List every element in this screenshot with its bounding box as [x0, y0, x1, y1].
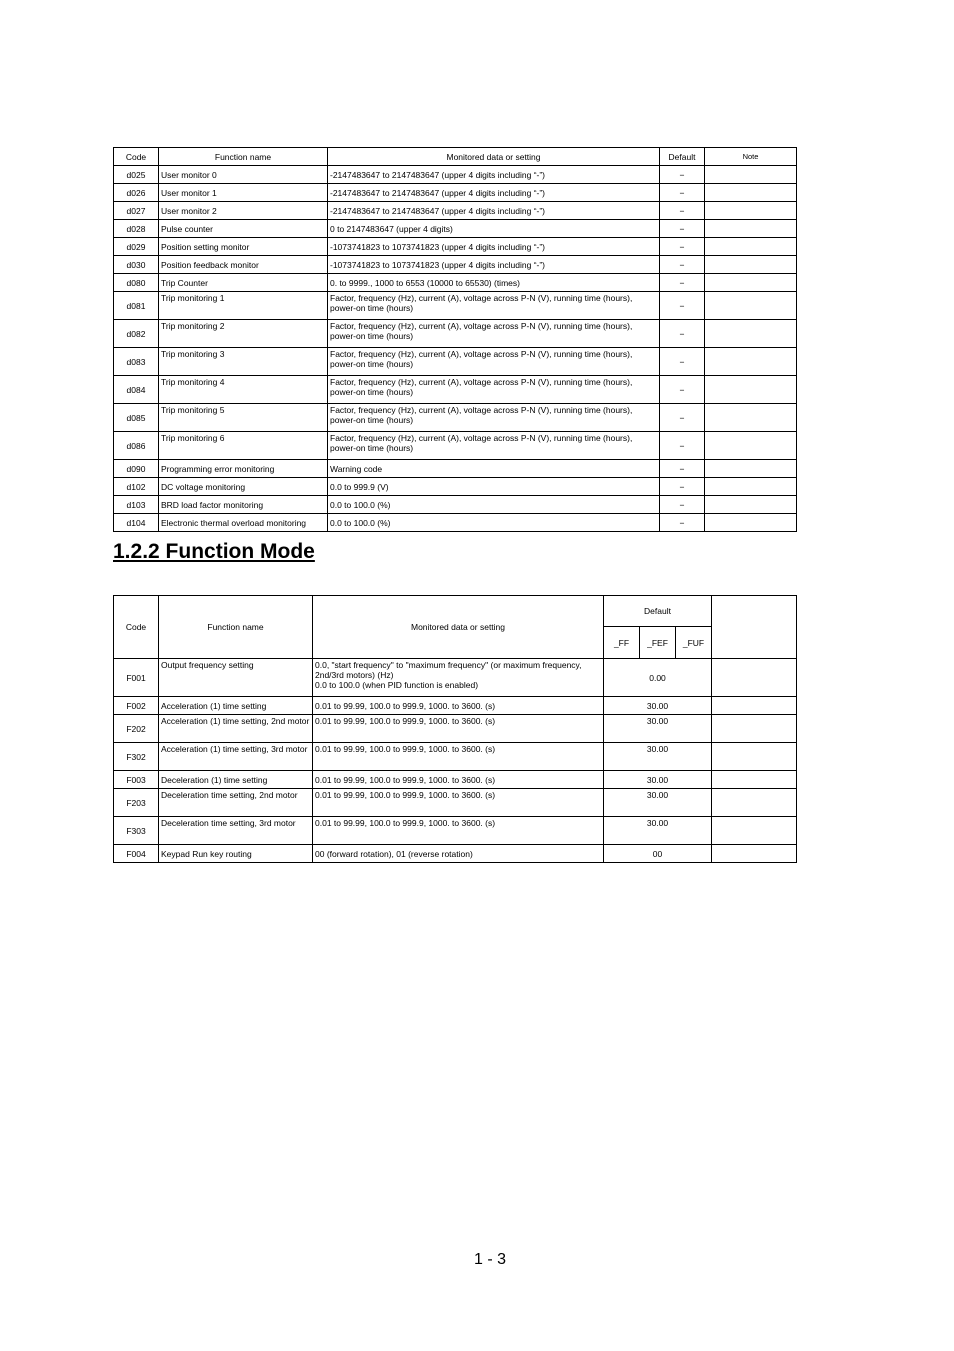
- row-monitored-data: 0.0 to 999.9 (V): [328, 478, 660, 496]
- row-note: [712, 789, 797, 817]
- table-row: [114, 184, 797, 202]
- row-function-name: Trip monitoring 4: [159, 376, 328, 404]
- row-default: −: [660, 202, 705, 220]
- row-note: [705, 238, 797, 256]
- row-function-name: Position setting monitor: [159, 238, 328, 256]
- table-row: [114, 460, 797, 478]
- row-monitored-data: -2147483647 to 2147483647 (upper 4 digits including “-”): [328, 202, 660, 220]
- row-function-name: User monitor 1: [159, 184, 328, 202]
- table-row: [114, 432, 797, 460]
- row-code: F001: [114, 659, 159, 697]
- row-monitored-data: Warning code: [328, 460, 660, 478]
- row-default: 30.00: [604, 771, 712, 789]
- row-monitored-data: 0. to 9999., 1000 to 6553 (10000 to 65530) (times): [328, 274, 660, 292]
- table-row: [114, 256, 797, 274]
- row-code: F203: [114, 789, 159, 817]
- row-code: d102: [114, 478, 159, 496]
- row-default: −: [660, 514, 705, 532]
- row-monitored-data: 0.0 to 100.0 (%): [328, 514, 660, 532]
- row-function-name: Position feedback monitor: [159, 256, 328, 274]
- row-function-name: Trip monitoring 2: [159, 320, 328, 348]
- table-row: [114, 292, 797, 320]
- row-function-name: Trip monitoring 5: [159, 404, 328, 432]
- row-function-name: Electronic thermal overload monitoring: [159, 514, 328, 532]
- row-default: 0.00: [604, 659, 712, 697]
- row-code: F202: [114, 715, 159, 743]
- row-note: [705, 514, 797, 532]
- row-note: [712, 771, 797, 789]
- function-table: [113, 595, 797, 863]
- table-row: [114, 478, 797, 496]
- row-note: [712, 697, 797, 715]
- row-monitored-data: 0 to 2147483647 (upper 4 digits): [328, 220, 660, 238]
- row-code: d081: [114, 292, 159, 320]
- row-note: [705, 376, 797, 404]
- row-note: [705, 460, 797, 478]
- header-note: [712, 596, 797, 659]
- row-function-name: Keypad Run key routing: [159, 845, 313, 863]
- table-row: [114, 166, 797, 184]
- header-code: Code: [114, 148, 159, 166]
- row-note: [712, 659, 797, 697]
- row-code: F303: [114, 817, 159, 845]
- row-function-name: User monitor 2: [159, 202, 328, 220]
- row-function-name: Acceleration (1) time setting, 2nd motor: [159, 715, 313, 743]
- function-table-body: [114, 659, 797, 863]
- header-default-ff: _FF: [604, 627, 640, 659]
- row-note: [705, 404, 797, 432]
- row-note: [705, 202, 797, 220]
- row-function-name: Trip monitoring 1: [159, 292, 328, 320]
- row-note: [705, 184, 797, 202]
- row-code: F302: [114, 743, 159, 771]
- row-note: [705, 292, 797, 320]
- row-default: −: [660, 496, 705, 514]
- table-row: [114, 845, 797, 863]
- header-monitored-data: Monitored data or setting: [313, 596, 604, 659]
- header-default-fef: _FEF: [640, 627, 676, 659]
- row-code: d104: [114, 514, 159, 532]
- row-function-name: Acceleration (1) time setting, 3rd motor: [159, 743, 313, 771]
- row-monitored-data: 0.01 to 99.99, 100.0 to 999.9, 1000. to 3600. (s): [313, 817, 604, 845]
- row-default: −: [660, 348, 705, 376]
- row-function-name: DC voltage monitoring: [159, 478, 328, 496]
- monitor-table-header: [114, 148, 797, 166]
- header-function-name: Function name: [159, 596, 313, 659]
- row-monitored-data: 0.0 to 100.0 (%): [328, 496, 660, 514]
- row-default: −: [660, 376, 705, 404]
- row-note: [712, 845, 797, 863]
- row-code: F002: [114, 697, 159, 715]
- row-default: −: [660, 460, 705, 478]
- row-function-name: Deceleration time setting, 2nd motor: [159, 789, 313, 817]
- row-monitored-data: 0.0, "start frequency" to "maximum frequency" (or maximum frequency, 2nd/3rd motors) (Hz) 0.0 to 100.0 (when PID function is enabled): [313, 659, 604, 697]
- table-row: [114, 348, 797, 376]
- header-default: Default: [660, 148, 705, 166]
- row-function-name: Deceleration (1) time setting: [159, 771, 313, 789]
- row-code: d084: [114, 376, 159, 404]
- row-note: [705, 166, 797, 184]
- table-row: [114, 715, 797, 743]
- row-monitored-data: -1073741823 to 1073741823 (upper 4 digits including “-”): [328, 256, 660, 274]
- table-row: [114, 202, 797, 220]
- header-function-name: Function name: [159, 148, 328, 166]
- row-function-name: User monitor 0: [159, 166, 328, 184]
- row-monitored-data: -2147483647 to 2147483647 (upper 4 digits including “-”): [328, 184, 660, 202]
- row-default: −: [660, 220, 705, 238]
- row-function-name: Pulse counter: [159, 220, 328, 238]
- row-function-name: Output frequency setting: [159, 659, 313, 697]
- table-row: [114, 659, 797, 697]
- monitor-table-body: [114, 166, 797, 532]
- row-code: d083: [114, 348, 159, 376]
- row-note: [705, 220, 797, 238]
- row-function-name: Acceleration (1) time setting: [159, 697, 313, 715]
- row-monitored-data: Factor, frequency (Hz), current (A), voltage across P-N (V), running time (hours), power-on time (hours): [328, 404, 660, 432]
- header-default: Default: [604, 596, 712, 627]
- row-function-name: BRD load factor monitoring: [159, 496, 328, 514]
- table-row: [114, 514, 797, 532]
- row-note: [712, 715, 797, 743]
- row-note: [705, 274, 797, 292]
- row-code: d025: [114, 166, 159, 184]
- table-row: [114, 789, 797, 817]
- row-monitored-data: -2147483647 to 2147483647 (upper 4 digits including “-”): [328, 166, 660, 184]
- row-note: [712, 817, 797, 845]
- row-default: −: [660, 184, 705, 202]
- table-row: [114, 320, 797, 348]
- table-row: [114, 697, 797, 715]
- row-default: 30.00: [604, 715, 712, 743]
- row-default: 30.00: [604, 743, 712, 771]
- row-monitored-data: Factor, frequency (Hz), current (A), voltage across P-N (V), running time (hours), power-on time (hours): [328, 292, 660, 320]
- row-function-name: Trip monitoring 3: [159, 348, 328, 376]
- row-function-name: Trip Counter: [159, 274, 328, 292]
- row-monitored-data: 0.01 to 99.99, 100.0 to 999.9, 1000. to 3600. (s): [313, 715, 604, 743]
- row-function-name: Deceleration time setting, 3rd motor: [159, 817, 313, 845]
- row-default: −: [660, 256, 705, 274]
- row-default: 30.00: [604, 817, 712, 845]
- row-code: F004: [114, 845, 159, 863]
- table-row: [114, 220, 797, 238]
- row-monitored-data: 0.01 to 99.99, 100.0 to 999.9, 1000. to 3600. (s): [313, 789, 604, 817]
- row-monitored-data: Factor, frequency (Hz), current (A), voltage across P-N (V), running time (hours), power-on time (hours): [328, 348, 660, 376]
- row-note: [705, 320, 797, 348]
- table-row: [114, 376, 797, 404]
- row-code: F003: [114, 771, 159, 789]
- row-code: d027: [114, 202, 159, 220]
- row-function-name: Trip monitoring 6: [159, 432, 328, 460]
- header-code: Code: [114, 596, 159, 659]
- row-code: d090: [114, 460, 159, 478]
- table-row: [114, 238, 797, 256]
- row-default: −: [660, 292, 705, 320]
- row-monitored-data: Factor, frequency (Hz), current (A), voltage across P-N (V), running time (hours), power-on time (hours): [328, 320, 660, 348]
- row-code: d103: [114, 496, 159, 514]
- function-table-header-row-1: [114, 596, 797, 627]
- row-note: [705, 478, 797, 496]
- table-row: [114, 274, 797, 292]
- row-monitored-data: 00 (forward rotation), 01 (reverse rotation): [313, 845, 604, 863]
- row-note: [705, 348, 797, 376]
- page-number: 1 - 3: [474, 1251, 507, 1268]
- row-default: −: [660, 432, 705, 460]
- row-note: [705, 256, 797, 274]
- row-default: 30.00: [604, 697, 712, 715]
- header-note: Note: [705, 148, 797, 166]
- row-default: −: [660, 404, 705, 432]
- row-monitored-data: 0.01 to 99.99, 100.0 to 999.9, 1000. to 3600. (s): [313, 771, 604, 789]
- row-default: 30.00: [604, 789, 712, 817]
- row-code: d028: [114, 220, 159, 238]
- section-title: 1.2.2 Function Mode: [113, 540, 315, 563]
- row-code: d030: [114, 256, 159, 274]
- header-monitored-data: Monitored data or setting: [328, 148, 660, 166]
- table-row: [114, 743, 797, 771]
- row-monitored-data: -1073741823 to 1073741823 (upper 4 digits including “-”): [328, 238, 660, 256]
- row-note: [705, 496, 797, 514]
- row-default: −: [660, 238, 705, 256]
- table-row: [114, 771, 797, 789]
- row-note: [705, 432, 797, 460]
- row-monitored-data: 0.01 to 99.99, 100.0 to 999.9, 1000. to 3600. (s): [313, 697, 604, 715]
- row-default: −: [660, 166, 705, 184]
- row-default: 00: [604, 845, 712, 863]
- row-default: −: [660, 320, 705, 348]
- row-note: [712, 743, 797, 771]
- row-default: −: [660, 274, 705, 292]
- row-code: d026: [114, 184, 159, 202]
- row-code: d085: [114, 404, 159, 432]
- table-row: [114, 496, 797, 514]
- row-code: d082: [114, 320, 159, 348]
- row-code: d086: [114, 432, 159, 460]
- row-code: d029: [114, 238, 159, 256]
- row-monitored-data: Factor, frequency (Hz), current (A), voltage across P-N (V), running time (hours), power-on time (hours): [328, 432, 660, 460]
- row-function-name: Programming error monitoring: [159, 460, 328, 478]
- monitor-table: [113, 147, 797, 532]
- table-row: [114, 817, 797, 845]
- row-monitored-data: 0.01 to 99.99, 100.0 to 999.9, 1000. to 3600. (s): [313, 743, 604, 771]
- row-default: −: [660, 478, 705, 496]
- row-monitored-data: Factor, frequency (Hz), current (A), voltage across P-N (V), running time (hours), power-on time (hours): [328, 376, 660, 404]
- header-default-fuf: _FUF: [676, 627, 712, 659]
- table-row: [114, 404, 797, 432]
- row-code: d080: [114, 274, 159, 292]
